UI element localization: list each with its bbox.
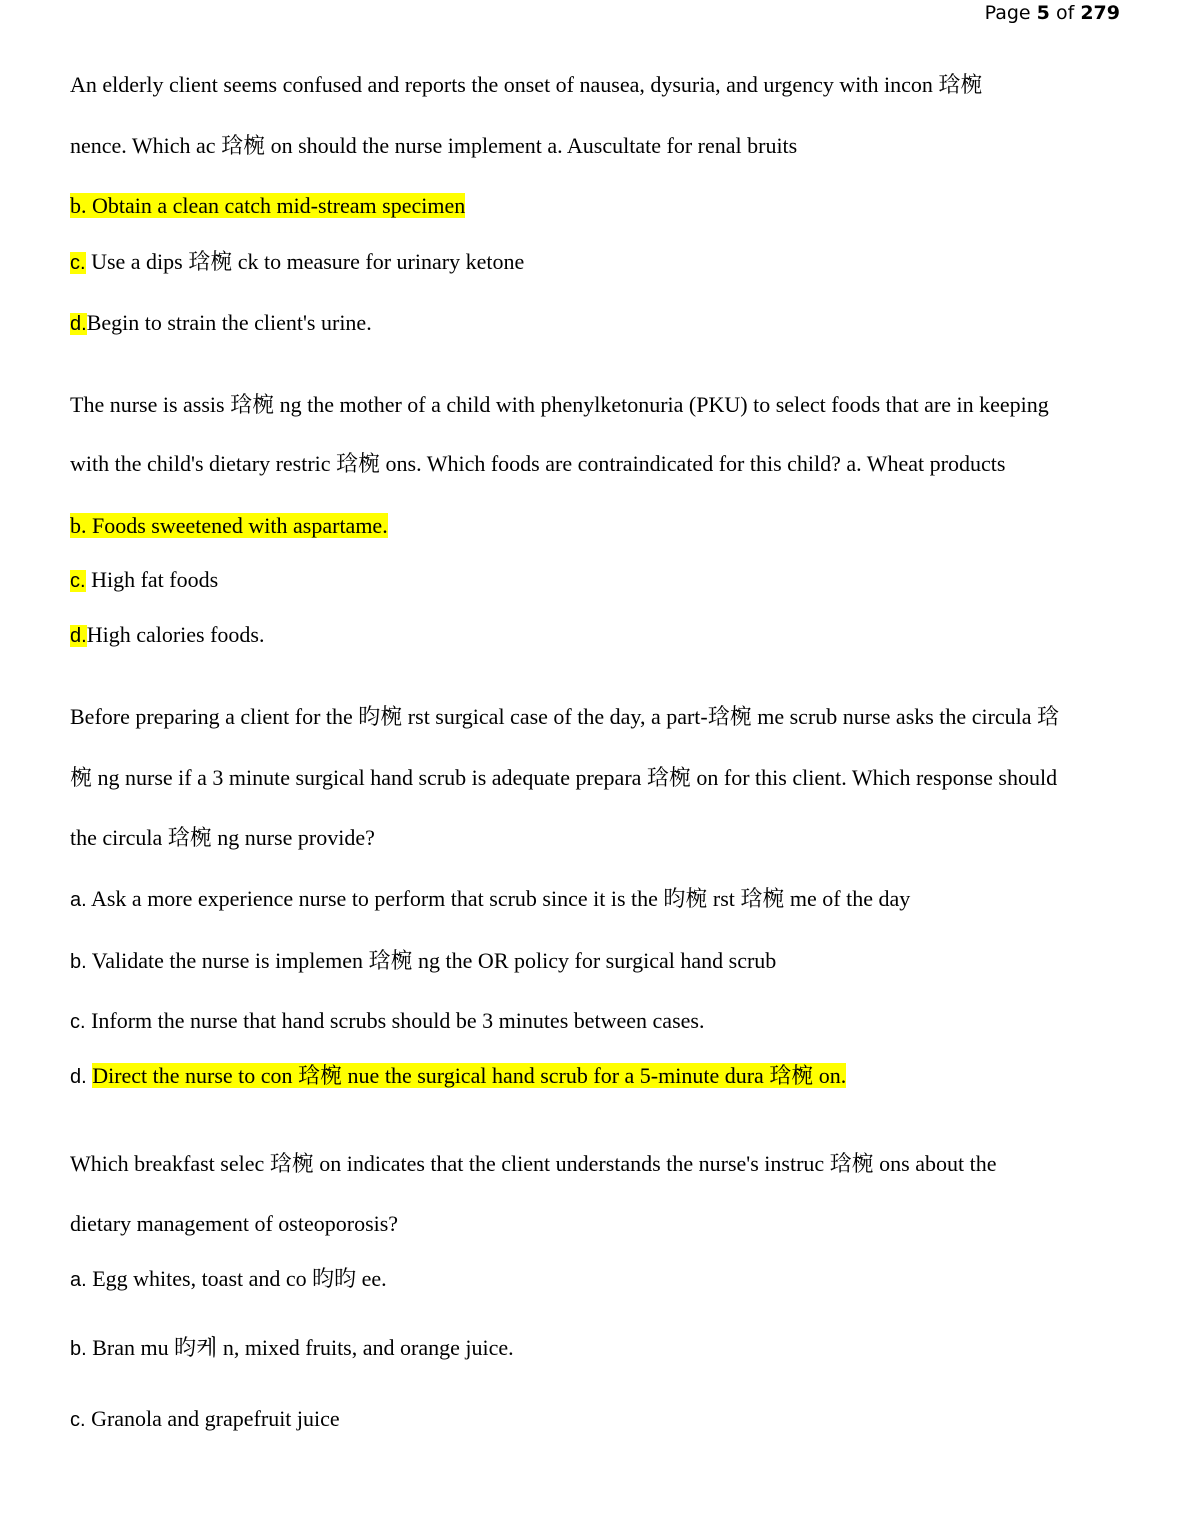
current-page-number: 5 [1036,2,1050,24]
option-letter: d. [70,1066,87,1088]
option-text: High calories foods. [86,622,265,647]
answer-option [70,947,776,976]
question-stem-line: dietary management of osteoporosis? [70,1211,399,1236]
option-letter: c. [70,252,86,274]
option-text: Ask a more experience nurse to perform that scrub since it is the 昀椀 rst 琀椀 me of the day [90,886,911,911]
answer-option [70,885,910,914]
option-text: Use a dips 琀椀 ck to measure for urinary ketone [91,249,525,274]
question-stem-line: the circula 琀椀 ng nurse provide? [70,825,375,850]
question-stem-line: nence. Which ac 琀椀 on should the nurse implement a. Auscultate for renal bruits [70,133,798,158]
answer-option [70,309,372,338]
total-page-count: 279 [1080,2,1120,24]
option-text: Validate the nurse is implemen 琀椀 ng the OR policy for surgical hand scrub [91,948,777,973]
answer-option [70,566,218,595]
answer-option [70,1405,340,1434]
correct-answer-option [70,512,388,540]
option-letter: b. [70,1338,87,1360]
question-stem-line: Which breakfast selec 琀椀 on indicates that the client understands the nurse's instruc 琀椀 ons about the [70,1151,997,1176]
option-text: Granola and grapefruit juice [91,1406,340,1431]
answer-highlight: b. Foods sweetened with aspartame. [70,513,388,538]
page-header [985,2,1120,24]
answer-option [70,1265,387,1294]
answer-option [70,248,524,277]
answer-highlight: b. Obtain a clean catch mid-stream specimen [70,193,466,218]
answer-option [70,1007,704,1036]
option-letter: a. [70,889,87,911]
correct-answer-option [70,192,465,220]
answer-highlight: Direct the nurse to con 琀椀 nue the surgical hand scrub for a 5-minute dura 琀椀 on. [92,1063,847,1088]
question-stem-line: The nurse is assis 琀椀 ng the mother of a child with phenylketonuria (PKU) to select foods that are in keeping [70,392,1049,417]
option-letter: c. [70,1011,86,1033]
option-letter: d. [70,625,87,647]
option-letter: a. [70,1269,87,1291]
option-letter: c. [70,1409,86,1431]
question-stem-line: Before preparing a client for the 昀椀 rst surgical case of the day, a part-琀椀 me scrub nurse asks the circula 琀 [70,704,1060,729]
option-letter: b. [70,951,87,973]
correct-answer-option [70,1062,846,1091]
option-letter: d. [70,313,87,335]
option-text: Begin to strain the client's urine. [86,310,372,335]
page-of-label: of [1055,2,1075,24]
option-letter: c. [70,570,86,592]
answer-option [70,621,264,650]
question-stem-line: 椀 ng nurse if a 3 minute surgical hand scrub is adequate prepara 琀椀 on for this client. Which response should [70,765,1058,790]
option-text: Egg whites, toast and co 昀昀 ee. [92,1266,387,1291]
option-text: Inform the nurse that hand scrubs should be 3 minutes between cases. [91,1008,705,1033]
question-stem-line: with the child's dietary restric 琀椀 ons. Which foods are contraindicated for this child? a. Wheat products [70,451,1006,476]
question-stem-line: An elderly client seems confused and reports the onset of nausea, dysuria, and urgency with incon 琀椀 [70,72,983,97]
option-text: Bran mu 昀케 n, mixed fruits, and orange juice. [92,1335,514,1360]
answer-option [70,1334,514,1363]
option-text: High fat foods [91,567,219,592]
page-label: Page [984,2,1031,24]
